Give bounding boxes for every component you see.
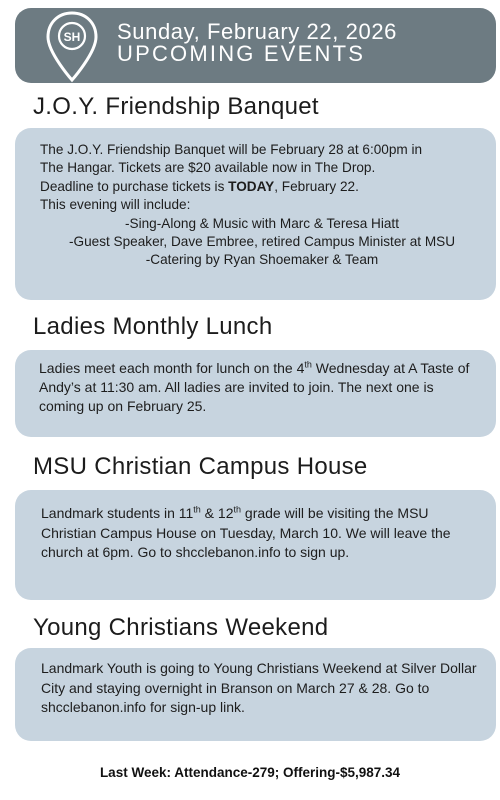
event-text: This evening will include: [40, 197, 191, 213]
event-text: Ladies meet each month for lunch on the 4th Wednesday at A Taste of Andy’s at 11:30 am. All ladies are invited to join. The next one is coming up on February 25. [39, 359, 470, 414]
logo-monogram: SH [63, 30, 81, 44]
event-title-young-christians: Young Christians Weekend [33, 614, 329, 641]
event-title-banquet: J.O.Y. Friendship Banquet [33, 93, 319, 120]
event-item: -Guest Speaker, Dave Embree, retired Campus Minister at MSU [68, 234, 456, 250]
header-date: Sunday, February 22, 2026 [117, 19, 397, 44]
emphasis-today: TODAY [228, 178, 275, 194]
event-text: The Hangar. Tickets are $20 available now in The Drop. [40, 160, 376, 176]
event-text: Landmark Youth is going to Young Christians Weekend at Silver Dollar City and staying overnight in Branson on March 27 & 28. Go to shcclebanon.info for sign-up link. [41, 660, 477, 716]
event-item: -Catering by Ryan Shoemaker & Team [145, 252, 379, 268]
event-box-banquet [15, 128, 496, 300]
event-text: The J.O.Y. Friendship Banquet will be February 28 at 6:00pm in [40, 142, 423, 157]
event-title-ladies-lunch: Ladies Monthly Lunch [33, 313, 273, 340]
event-box-campus-house [15, 490, 496, 600]
attendance-offering-footer: Last Week: Attendance-279; Offering-$5,987.34 [99, 765, 401, 780]
header-title: UPCOMING EVENTS [117, 41, 366, 66]
location-pin-logo-icon [45, 11, 99, 83]
event-box-young-christians [15, 648, 496, 741]
event-text: Landmark students in 11th & 12th grade will be visiting the MSU Christian Campus House on Tuesday, March 10. We will leave the church at 6pm. Go to shcclebanon.info to sign up. [41, 504, 451, 561]
event-text: Deadline to purchase tickets is TODAY, February 22. [40, 178, 359, 194]
event-box-ladies-lunch [15, 350, 496, 437]
event-title-campus-house: MSU Christian Campus House [33, 453, 368, 480]
event-item: -Sing-Along & Music with Marc & Teresa Hiatt [125, 215, 399, 231]
